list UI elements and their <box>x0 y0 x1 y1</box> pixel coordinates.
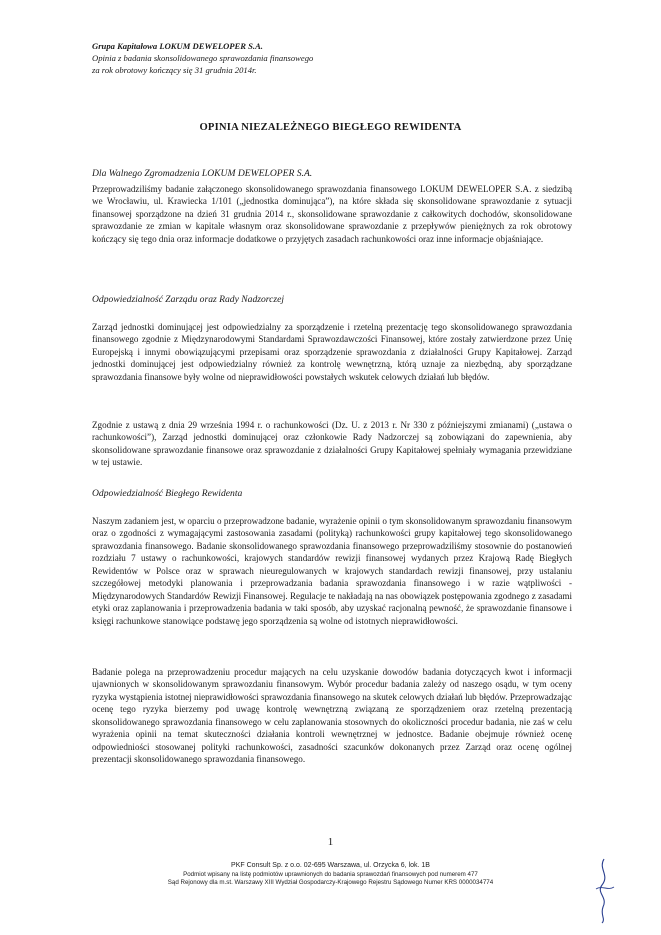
footer-court-register: Sąd Rejonowy dla m.st. Warszawy XIII Wydział Gospodarczy-Krajowego Rejestru Sądowego Numer KRS 0000034774 <box>167 879 494 887</box>
auditor-paragraph-2: Badanie polega na przeprowadzeniu procedur mających na celu uzyskanie dowodów badania dotyczących kwot i informacji ujawnionych w skonsolidowanym sprawozdaniu finansowym. Wybór procedur badania zależy od naszego osądu, w tym oceny ryzyka wystąpienia istotnej nieprawidłowości sprawozdania finansowego na skutek celowych działań lub błędów. Przeprowadzając ocenę tego ryzyka bierzemy pod uwagę kontrolę wewnętrzną związaną ze sporządzeniem oraz rzetelną prezentacją skonsolidowanego sprawozdania finansowego w celu zaplanowania stosownych do okoliczności procedur badania, nie zaś w celu wyrażenia opinii na temat skuteczności działania kontroli wewnętrznej w jednostce. Badanie obejmuje również ocenę odpowiedniości stosowanej polityki rachunkowości, zasadności szacunków dokonanych przez Zarząd oraz ocenę ogólnej prezentacji skonsolidowanego sprawozdania finansowego. <box>92 667 572 765</box>
auditor-paragraph-1: Naszym zadaniem jest, w oparciu o przeprowadzone badanie, wyrażenie opinii o tym skonsolidowanym sprawozdaniu finansowym oraz o zgodności z wymagającymi zastosowania zasadami (polityką) rachunkowości grupy kapitałowej tego skonsolidowanego sprawozdania finansowego. Badanie skonsolidowanego sprawozdania finansowego przeprowadziliśmy stosownie do postanowień rozdziału 7 ustawy o rachunkowości, krajowych standardów rewizji finansowej wydanych przez Krajową Radę Biegłych Rewidentów w Polsce oraz w sprawach nieuregulowanych w krajowych standardach rewizji finansowej, przy ustalaniu szczegółowej metodyki planowania i przeprowadzania badania sprawozdania finansowego i w razie wątpliwości - Międzynarodowych Standardów Rewizji Finansowej. Regulacje te nakładają na nas obowiązek postępowania zgodnego z zasadami etyki oraz zaplanowania i przeprowadzenia badania w taki sposób, aby uzyskać racjonalną pewność, że sprawozdanie finansowe i księgi rachunkowe stanowiące podstawę jego sporządzenia są wolne od istotnych nieprawidłowości. <box>92 516 572 626</box>
document-header <box>92 40 313 76</box>
header-report-line: Opinia z badania skonsolidowanego sprawozdania finansowego <box>92 53 314 63</box>
addressee: Dla Walnego Zgromadzenia LOKUM DEWELOPER S.A. <box>92 168 313 179</box>
document-footer <box>0 862 661 888</box>
intro-paragraph: Przeprowadziliśmy badanie załączonego skonsolidowanego sprawozdania finansowego LOKUM DEWELOPER S.A. z siedzibą we Wrocławiu, ul. Krawiecka 1/101 („jednostka dominująca”), na które składa się skonsolidowane sprawozdanie z sytuacji finansowej sporządzone na dzień 31 grudnia 2014 r., skonsolidowane sprawozdanie z całkowitych dochodów, skonsolidowane sprawozdanie ze zmian w kapitale własnym oraz skonsolidowane sprawozdanie z przepływów pieniężnych za rok obrotowy kończący się tego dnia oraz informacje dodatkowe o przyjętych zasadach rachunkowości oraz inne informacje objaśniające. <box>92 184 572 244</box>
page-title: OPINIA NIEZALEŻNEGO BIEGŁEGO REWIDENTA <box>199 122 462 133</box>
footer-registration: Podmiot wpisany na listę podmiotów uprawnionych do badania sprawozdań finansowych pod numerem 477 <box>183 870 478 878</box>
signature-mark <box>588 855 618 925</box>
header-company: Grupa Kapitałowa LOKUM DEWELOPER S.A. <box>92 41 263 51</box>
section-heading-management: Odpowiedzialność Zarządu oraz Rady Nadzorczej <box>92 294 285 305</box>
header-period-line: za rok obrotowy kończący się 31 grudnia 2014r. <box>92 65 257 75</box>
section-heading-auditor: Odpowiedzialność Biegłego Rewidenta <box>92 488 243 499</box>
page-number: 1 <box>327 836 334 848</box>
management-paragraph-2: Zgodnie z ustawą z dnia 29 września 1994 r. o rachunkowości (Dz. U. z 2013 r. Nr 330 z późniejszymi zmianami) („ustawa o rachunkowości”), Zarząd jednostki dominującej oraz członkowie Rady Nadzorczej są zobowiązani do zapewnienia, aby skonsolidowane sprawozdanie finansowe oraz sprawozdanie z działalności Grupy Kapitałowej spełniały wymagania przewidziane w tej ustawie. <box>92 420 572 468</box>
management-paragraph-1: Zarząd jednostki dominującej jest odpowiedzialny za sporządzenie i rzetelną prezentację tego skonsolidowanego sprawozdania finansowego zgodnie z Międzynarodowymi Standardami Sprawozdawczości Finansowej, które zostały zatwierdzone przez Unię Europejską i innymi obowiązującymi przepisami oraz sporządzenie sprawozdania z działalności Grupy Kapitałowej. Zarząd jednostki dominującej jest odpowiedzialny również za kontrolę wewnętrzną, którą uznaje za niezbędną, aby sporządzane sprawozdania finansowe były wolne od nieprawidłowości powstałych wskutek celowych działań lub błędów. <box>92 322 572 382</box>
footer-address: PKF Consult Sp. z o.o. 02-695 Warszawa, ul. Orzycka 6, lok. 1B <box>231 862 430 869</box>
